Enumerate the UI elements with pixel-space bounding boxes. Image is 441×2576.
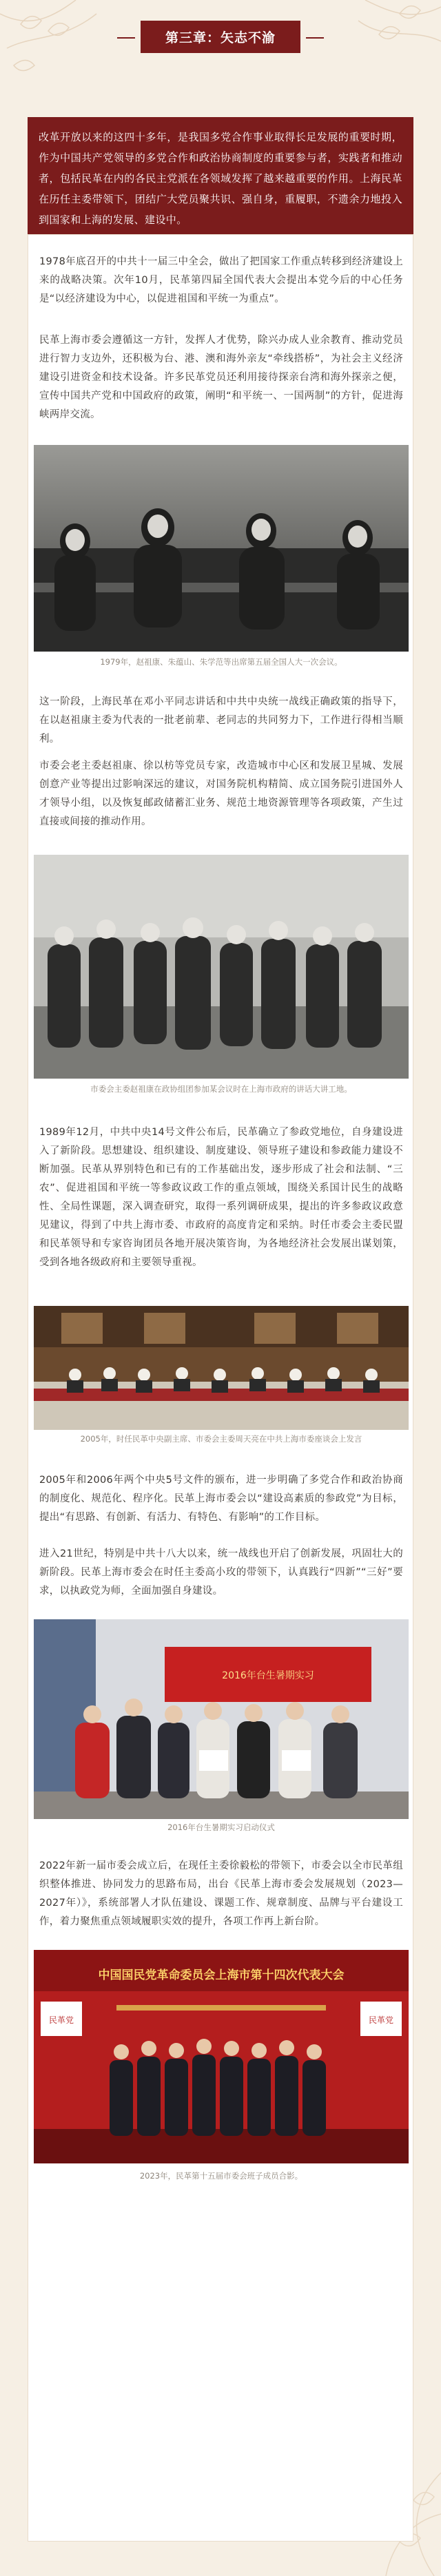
- chapter-title: 第三章：矢志不渝: [141, 21, 300, 53]
- caption-2005: 2005年，时任民革中央副主席、市委会主委周天亮在中共上海市委座谈会上发言: [80, 1434, 362, 1444]
- left-sign-text: 民革党: [48, 2015, 74, 2025]
- paragraph-1989: 1989年12月，中共中央14号文件公布后，民革确立了参政党地位，自身建设进入了新阶段。思想建设、组织建设、制度建设、领导班子建设和参政能力建设不断加强。民革从界别特色和已有的工作基础出发，逐步形成了社会和法制、“三农”、促进祖国和平统一等参政议政工作的重点领域，围绕关系国计民生的战略性、全局性课题，深入调查研究，取得一系列调研成果，提出的许多参政议政意见建议，得到了中共上海市委、市政府的高度肯定和采纳。时任市委会主委民盟和民革领导和专家咨询团员各地开展决策咨询，为各地经济社会发展出谋划策，受到各地各级政府和主要领导重视。: [39, 1127, 403, 1268]
- chapter-header: [0, 21, 441, 53]
- paragraph-1978: 1978年底召开的中共十一届三中全会，做出了把国家工作重点转移到经济建设上来的战略决策。次年10月，民革第四届全国代表大会提出本党今后的中心任务是“以经济建设为中心，以促进祖国和平统一为重点”。: [39, 256, 403, 304]
- photo-2023-congress: [34, 1950, 409, 2163]
- paragraph-zhao: 市委会老主委赵祖康、徐以枋等党员专家，改造城市中心区和发展卫星城、发展创意产业等提出过影响深远的建议，对国务院机构精简、成立国务院引进国外人才领导小组，以及恢复邮政储蓄汇业务、规范土地资源管理等各项政策，产生过直接或间接的推动作用。: [39, 760, 403, 827]
- right-sign-text: 民革党: [368, 2015, 394, 2025]
- paragraph-deng: 这一阶段，上海民革在邓小平同志讲话和中共中央统一战线正确政策的指导下，在以赵祖康主委为代表的一批老前辈、老同志的共同努力下，工作进行得相当顺利。: [39, 696, 403, 745]
- paragraph-united-front: 民革上海市委会遵循这一方针，发挥人才优势，除兴办成人业余教育、推动党员进行智力支边外，还积极为台、港、澳和海外亲友“牵线搭桥”，为社会主义经济建设引进资金和技术设备。许多民革党员还利用接待探亲台湾和海外探亲之便，宣传中国共产党和中国政府的政策，阐明“和平统一、一国两制”的方针，促进海峡两岸交流。: [39, 335, 403, 420]
- photo-group-visit: [34, 855, 409, 1079]
- caption-1979: 1979年，赵祖康、朱蕴山、朱学范等出席第五届全国人大一次会议。: [100, 657, 342, 667]
- caption-2016: 2016年台生暑期实习启动仪式: [167, 1822, 275, 1832]
- caption-group-visit: 市委会主委赵祖康在政协组团参加某会议时在上海市政府的讲话大讲工地。: [90, 1084, 352, 1094]
- photo-2005-meeting: [34, 1306, 409, 1430]
- paragraph-2005-2006: 2005年和2006年两个中央5号文件的颁布，进一步明确了多党合作和政治协商的制度化、规范化、程序化。民革上海市委会以“建设高素质的参政党”为目标，提出“有思路、有创新、有活力、有特色、有影响”的工作目标。: [39, 1475, 403, 1523]
- paragraph-2022: 2022年新一届市委会成立后，在现任主委徐毅松的带领下，市委会以全市民革组织整体推进、协同发力的思路布局，出台《民革上海市委会发展规划（2023—2027年）》，系统部署人才队伍建设、课题工作、规章制度、品牌与平台建设工作，着力聚焦重点领域履职实效的提升，各项工作再上新台阶。: [39, 1860, 403, 1927]
- photo-2016-internship: [34, 1619, 409, 1819]
- internship-banner-text: 2016年台生暑期实习: [222, 1670, 314, 1681]
- photo-1979-conference: [34, 445, 409, 652]
- paragraph-21st-century: 进入21世纪，特别是中共十八大以来，统一战线也开启了创新发展，巩固壮大的新阶段。民革上海市委会在时任主委高小玫的带领下，认真践行“四新”“三好”要求，以执政党为师，全面加强自身建设。: [39, 1548, 403, 1597]
- caption-2023: 2023年，民革第十五届市委会班子成员合影。: [139, 2171, 303, 2181]
- congress-banner-text: 中国国民党革命委员会上海市第十四次代表大会: [98, 1969, 345, 1982]
- content-card: [28, 234, 413, 2542]
- intro-block: 改革开放以来的这四十多年，是我国多党合作事业取得长足发展的重要时期，作为中国共产党领导的多党合作和政治协商制度的重要参与者，实践者和推动者，包括民革在内的各民主党派在各领域发挥了越来越重要的作用。上海民革在历任主委带领下，团结广大党员聚共识、强自身，重履职，不遗余力地投入到国家和上海的发展、建设中。: [28, 117, 413, 240]
